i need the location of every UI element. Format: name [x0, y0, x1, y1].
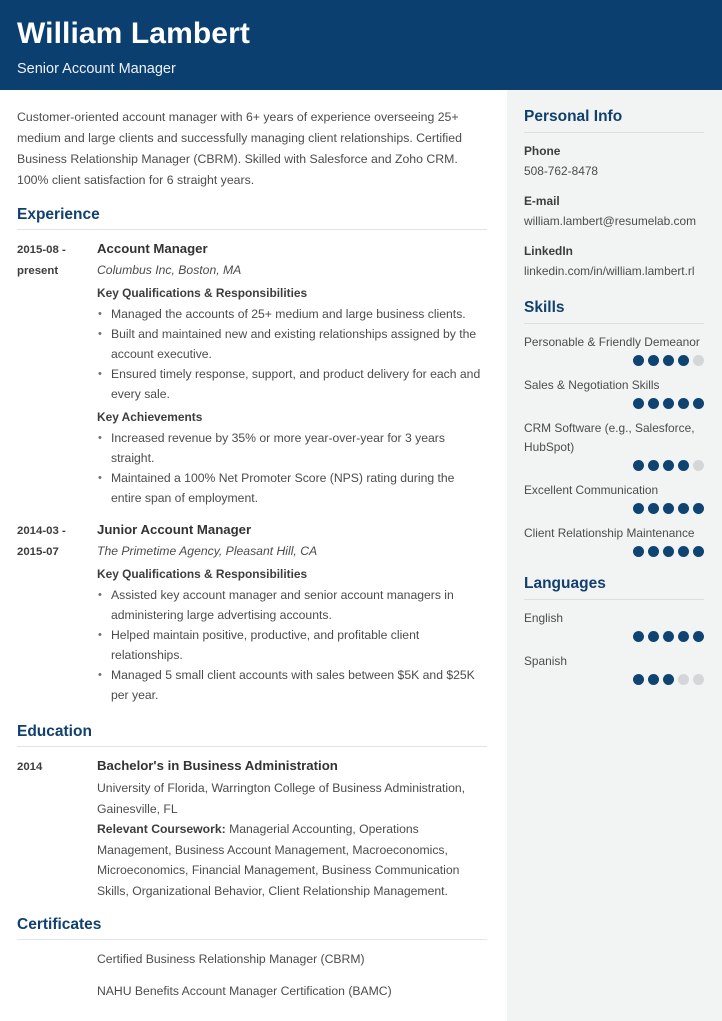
job-bullet: • Maintained a 100% Net Promoter Score (NPS) rating during the entire span of employment.: [97, 468, 487, 508]
experience-entry: [17, 520, 487, 708]
certificates-list: [97, 949, 487, 1001]
rating-dot-filled: [633, 546, 644, 557]
job-bullet: • Managed 5 small client accounts with sales between $5K and $25K per year.: [97, 665, 487, 705]
rating-dot-filled: [633, 355, 644, 366]
rating-dot-empty: [693, 355, 704, 366]
professional-summary: Customer-oriented account manager with 6+ years of experience overseeing 25+ medium and large clients and successfully managing client relationships. Certified Business Relationship Manager (CBRM). Skilled with Salesforce and Zoho CRM. 100% client satisfaction for 6 straight years.: [17, 110, 462, 187]
rating-dot-filled: [693, 546, 704, 557]
rating-dot-filled: [693, 631, 704, 642]
skill-rating: [524, 398, 704, 409]
skill-item: [524, 481, 704, 514]
job-title: Junior Account Manager: [97, 522, 252, 537]
job-subsection-heading: Key Qualifications & Responsibilities: [97, 567, 308, 581]
job-title: Account Manager: [97, 241, 208, 256]
skill-item: [524, 376, 704, 409]
section-heading-certificates: Certificates: [17, 916, 102, 933]
section-heading-education: Education: [17, 723, 92, 740]
skill-label: CRM Software (e.g., Salesforce, HubSpot): [524, 421, 695, 454]
job-bullet: • Assisted key account manager and senior account managers in administering large advertising accounts.: [97, 585, 487, 625]
language-label: Spanish: [524, 654, 567, 668]
job-company-location: Columbus Inc, Boston, MA: [97, 263, 242, 277]
skill-rating: [524, 460, 704, 471]
rating-dot-filled: [633, 460, 644, 471]
main-column: [0, 90, 507, 1021]
rating-dot-filled: [633, 503, 644, 514]
skill-label: Personable & Friendly Demeanor: [524, 335, 700, 349]
date-line: present: [17, 265, 59, 277]
rating-dot-filled: [663, 674, 674, 685]
rating-dot-filled: [633, 398, 644, 409]
job-bullet: • Increased revenue by 35% or more year-over-year for 3 years straight.: [97, 428, 487, 468]
education-entry: [17, 756, 487, 901]
job-bullet: • Helped maintain positive, productive, and profitable client relationships.: [97, 625, 487, 665]
personal-info-value: william.lambert@resumelab.com: [524, 214, 696, 228]
resume-body: [0, 90, 722, 1021]
job-subsection-heading: Key Qualifications & Responsibilities: [97, 286, 308, 300]
rating-dot-empty: [693, 674, 704, 685]
language-item: [524, 652, 704, 685]
education-list: [17, 756, 487, 901]
rating-dot-filled: [663, 631, 674, 642]
personal-info-value: linkedin.com/in/william.lambert.rl: [524, 264, 695, 278]
rating-dot-filled: [633, 631, 644, 642]
languages-block: [524, 574, 704, 685]
date-line: 2015-08 -: [17, 244, 66, 256]
experience-entry-body: [97, 520, 487, 708]
job-company-location: The Primetime Agency, Pleasant Hill, CA: [97, 544, 318, 558]
relevant-coursework: Relevant Coursework: Managerial Accounting, Operations Management, Business Account Management, Macroeconomics, Microeconomics, Financial Management, Business Communication Skills, Organizational Behavior, Client Relationship Management.: [97, 822, 460, 898]
experience-list: [17, 239, 487, 708]
skill-label: Client Relationship Maintenance: [524, 526, 695, 540]
sidebar-divider: [524, 599, 704, 600]
degree-title: Bachelor's in Business Administration: [97, 758, 338, 773]
rating-dot-filled: [648, 355, 659, 366]
language-rating: [524, 674, 704, 685]
date-line: 2014-03 -: [17, 525, 66, 537]
rating-dot-filled: [663, 546, 674, 557]
job-bullet: • Ensured timely response, support, and product delivery for each and every sale.: [97, 364, 487, 404]
language-item: [524, 609, 704, 642]
experience-entry-body: [97, 239, 487, 511]
rating-dot-filled: [663, 503, 674, 514]
rating-dot-filled: [648, 460, 659, 471]
job-bullet: • Built and maintained new and existing relationships assigned by the account executive.: [97, 324, 487, 364]
skill-rating: [524, 546, 704, 557]
sidebar-heading-personal-info: Personal Info: [524, 108, 623, 125]
sidebar-divider: [524, 323, 704, 324]
rating-dot-filled: [648, 546, 659, 557]
rating-dot-filled: [648, 631, 659, 642]
personal-info-fields: [524, 142, 704, 281]
rating-dot-filled: [663, 460, 674, 471]
rating-dot-filled: [678, 355, 689, 366]
rating-dot-filled: [678, 631, 689, 642]
sidebar-heading-skills: Skills: [524, 299, 565, 316]
rating-dot-filled: [633, 674, 644, 685]
rating-dot-empty: [678, 674, 689, 685]
language-rating: [524, 631, 704, 642]
skill-label: Sales & Negotiation Skills: [524, 378, 660, 392]
sidebar-heading-languages: Languages: [524, 575, 606, 592]
skill-item: [524, 419, 704, 471]
personal-info-label: E-mail: [524, 194, 560, 208]
section-divider: [17, 229, 487, 230]
languages-list: [524, 609, 704, 685]
job-bullet: • Managed the accounts of 25+ medium and large business clients.: [97, 304, 487, 324]
personal-info-label: Phone: [524, 144, 561, 158]
section-divider: [17, 746, 487, 747]
job-bullet-list: [97, 585, 487, 705]
rating-dot-filled: [648, 398, 659, 409]
job-bullet-list: [97, 428, 487, 508]
resume-header: [0, 0, 722, 90]
rating-dot-filled: [663, 355, 674, 366]
coursework-label: Relevant Coursework:: [97, 822, 226, 836]
date-line: 2014: [17, 761, 43, 773]
date-line: 2015-07: [17, 546, 59, 558]
sidebar-column: [507, 90, 722, 1021]
rating-dot-filled: [678, 460, 689, 471]
rating-dot-filled: [678, 398, 689, 409]
job-subsection-heading: Key Achievements: [97, 410, 203, 424]
education-entry-body: [97, 756, 487, 901]
personal-info-label: LinkedIn: [524, 244, 573, 258]
candidate-job-title: Senior Account Manager: [17, 61, 176, 77]
rating-dot-filled: [648, 503, 659, 514]
rating-dot-empty: [693, 460, 704, 471]
job-bullet-list: [97, 304, 487, 404]
section-heading-experience: Experience: [17, 206, 100, 223]
skills-list: [524, 333, 704, 557]
rating-dot-filled: [663, 398, 674, 409]
rating-dot-filled: [678, 546, 689, 557]
rating-dot-filled: [693, 503, 704, 514]
experience-date-range: [17, 520, 97, 563]
education-date: [17, 756, 97, 778]
skill-item: [524, 333, 704, 366]
section-divider: [17, 939, 487, 940]
sidebar-divider: [524, 132, 704, 133]
skill-label: Excellent Communication: [524, 483, 659, 497]
school-name: University of Florida, Warrington College of Business Administration, Gainesville, FL: [97, 781, 466, 816]
candidate-name: William Lambert: [17, 17, 250, 50]
experience-entry: [17, 239, 487, 511]
skill-rating: [524, 355, 704, 366]
rating-dot-filled: [678, 503, 689, 514]
rating-dot-filled: [648, 674, 659, 685]
certificate-item: Certified Business Relationship Manager (CBRM): [97, 952, 365, 966]
skills-block: [524, 298, 704, 557]
rating-dot-filled: [693, 398, 704, 409]
language-label: English: [524, 611, 563, 625]
personal-info-block: [524, 107, 704, 281]
certificate-item: NAHU Benefits Account Manager Certification (BAMC): [97, 984, 392, 998]
skill-rating: [524, 503, 704, 514]
skill-item: [524, 524, 704, 557]
personal-info-value: 508-762-8478: [524, 164, 599, 178]
experience-date-range: [17, 239, 97, 282]
